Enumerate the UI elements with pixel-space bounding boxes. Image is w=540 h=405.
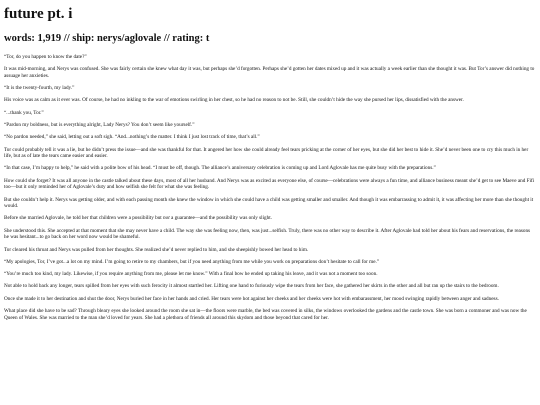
paragraph-3: “It is the twenty-fourth, my lady.”: [4, 85, 75, 92]
paragraph-9: “In that case, I’m happy to help,” he said with a polite bow of his head. “I must be off, though. The alliance’s anniversary celebration is coming up and Lord Aglovale has me quite busy with the preparations.”: [4, 165, 436, 172]
paragraph-4: His voice was as calm as it ever was. Of course, he had no inkling to the war of emotions swirling in her chest, so he had no reason to not be. Still, she couldn’t hide the way she pursed her lips, dissatisfied with the answer.: [4, 97, 464, 104]
paragraph-8: Tor could probably tell it was a lie, but he didn’t press the issue—and she was thankful for that. It angered her how she could already feel tears pricking at the corner of her eyes, but she did her best to hide it. She’d never been one to cry this much in her life, but as of late the tears came easier and easier.: [4, 146, 529, 160]
paragraph-16: “You’re much too kind, my lady. Likewise, if you require anything from me, please let me know.” With a final bow he ended up taking his leave, and it was not a moment too soon.: [4, 271, 378, 278]
paragraph-1: “Tor, do you happen to know the date?”: [4, 54, 87, 60]
story-body: [4, 54, 536, 321]
paragraph-12: Before she married Aglovale, he told her that children were a possibility but not a guarantee—and the possibility was only slight.: [4, 215, 272, 222]
paragraph-14: Tor cleared his throat and Nerys was pulled from her thoughts. She realized she’d never replied to him, and she sheepishly bowed her head to him.: [4, 246, 309, 253]
story-title: future pt. i: [4, 6, 73, 22]
paragraph-5: “...thank you, Tor.”: [4, 109, 44, 116]
paragraph-7: “No pardon needed,” she said, letting out a soft sigh. “And...nothing’s the matter. I think I just lost track of time, that’s all.”: [4, 134, 260, 141]
paragraph-6: “Pardon my boldness, but is everything alright, Lady Nerys? You don’t seem like yourself.”: [4, 122, 195, 128]
paragraph-2: It was mid-morning, and Nerys was confused. She was fairly certain she knew what day it was, but perhaps she’d forgotten. Perhaps she’d gotten her dates mixed up and it was actually a week earlier than she thought it was. But Tor’s answer did nothing to assuage her anxieties.: [4, 66, 535, 79]
paragraph-18: Once she made it to her destination and shut the door, Nerys buried her face in her hands and cried. Her tears were hot against her cheeks and her cheeks were hot with embarassment, her mood swinging rapidly between anger and sadness.: [4, 295, 499, 302]
paragraph-11: But she couldn’t help it. Nerys was getting older, and with each passing month she knew the window in which she could have a child was getting smaller and smaller. And though it was embarrassing to admit it, it was affecting her more than she thought it would.: [4, 196, 534, 210]
paragraph-15: “My apologies, Tor, I’ve got...a lot on my mind. I’m going to retire to my chambers, but if you need anything from me while you work on preparations don’t hesitate to call for me.”: [4, 258, 380, 265]
paragraph-19: What place did she have to be sad? Through bleary eyes she looked around the room she sat in—the floors were marble, the bed was covered in silks, the windows overlooked the gardens and the castle town. She was born a commoner and was now the Queen of Wales. She was married to the man she’d loved for years. She had a plethora of friends all around this skydom and those beyond that cared for her.: [4, 308, 527, 321]
paragraph-10: How could she forget? It was all anyone in the castle talked about these days, most of all her husband. And Nerys was as excited as everyone else, of course—celebrations were always a fun time, and alliance business meant she’d get to see Maeve and Fifi too—but it only reminded her of Aglovale’s duty and how selfish she felt for what she was feeling.: [4, 177, 535, 191]
paragraph-17: Not able to hold back any longer, tears spilled from her eyes with such ferocity it almost startled her. Lifting one hand to furiously wipe the tears from her face, she gathered her skirts in the other and all but ran up the stairs to the bedroom.: [4, 283, 499, 290]
paragraph-13: She understood this. She accepted at that moment that she may never have a child. The way she was feeling now, then, was just...selfish. Truly, there was no other way to describe it. After Aglovale had told her about his fears and reservations, the reasons he was hesitant...to go back on her word now would be shameful.: [4, 227, 531, 241]
story-meta: words: 1,919 // ship: nerys/aglovale // rating: t: [4, 33, 210, 44]
